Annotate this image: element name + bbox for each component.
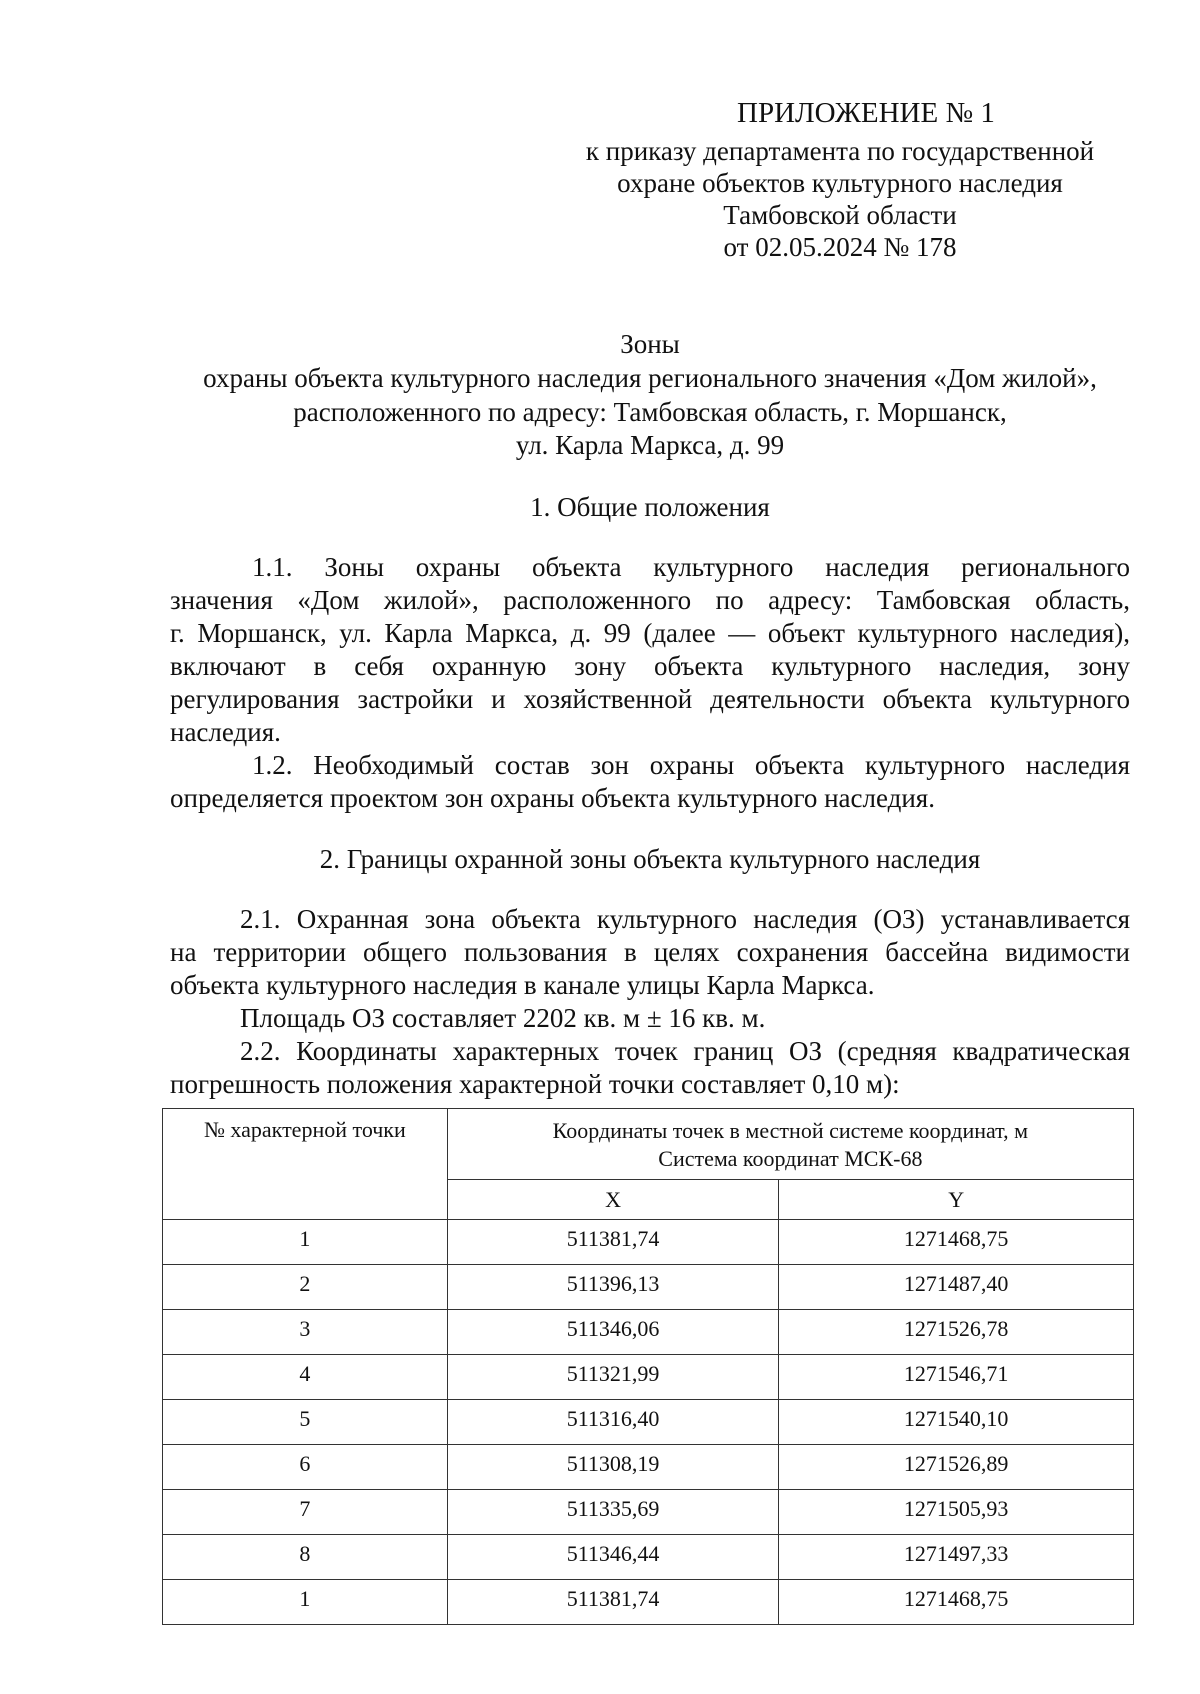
header-coordinate-system: Координаты точек в местной системе координат, м Система координат МСК-68 <box>447 1109 1133 1180</box>
coordinates-table <box>162 1108 1134 1625</box>
appendix-title: ПРИЛОЖЕНИЕ № 1 <box>737 97 995 129</box>
table-row: 5 511316,40 1271540,10 <box>163 1400 1134 1445</box>
table-row: 8 511346,44 1271497,33 <box>163 1535 1134 1580</box>
table-row: 6 511308,19 1271526,89 <box>163 1445 1134 1490</box>
table-row: 1 511381,74 1271468,75 <box>163 1580 1134 1625</box>
table-row: 4 511321,99 1271546,71 <box>163 1355 1134 1400</box>
header-point-number: № характерной точки <box>163 1109 448 1220</box>
header-x: X <box>447 1180 779 1220</box>
document-page: ПРИЛОЖЕНИЕ № 1 к приказу департамента по государственной охране объектов культурного наследия Тамбовской области от 02.05.2024 № 178 Зоны охраны объекта культурного наследия регионального значения «Дом жилой», расположенного по адресу: Тамбовская область, г. Моршанск, ул. Карла Маркса, д. 99 1. Общие положения 1.1. Зоны охраны объекта культурного наследия регионального значения «Дом жилой», расположенного по адресу: Тамбовская область, г. Моршанск, ул. Карла Маркса, д. 99 (далее — объект культурного наследия), включают в себя охранную зону объекта культурного наследия, зону регулирования застройки и хозяйственной деятельности объекта культурного наследия. 1.2. Необходимый состав зон охраны объекта культурного наследия определяется проектом зон охраны объекта культурного наследия. 2. Границы охранной зоны объекта культурного наследия 2.1. Охранная зона объекта культурного наследия (ОЗ) устанавливается на территории общего пользования в целях сохранения бассейна видимости объекта культурного наследия в канале улицы Карла Маркса. Площадь ОЗ составляет 2202 кв. м ± 16 кв. м. 2.2. Координаты характерных точек границ ОЗ (средняя квадратическая погрешность положения характерной точки составляет 0,10 м): № характерной точки Координаты точек в местной системе координат, м Система координат МСК-68 X Y 1 511381,74 1271468,75 2 511396,13 1271487,40 3 511346,06 1271526,78 4 511321,99 1271546,71 5 511316,40 1271540,10 6 511308,19 1271526,89 7 511335,69 1271505,93 8 511346,44 1271497,33 1 511381,74 1271468,75 <box>0 0 1200 1694</box>
zone-area: Площадь ОЗ составляет 2202 кв. м ± 16 кв. м. <box>240 1003 766 1033</box>
table-row: 1 511381,74 1271468,75 <box>163 1220 1134 1265</box>
table-row: 7 511335,69 1271505,93 <box>163 1490 1134 1535</box>
table-row: 3 511346,06 1271526,78 <box>163 1310 1134 1355</box>
table-row: 2 511396,13 1271487,40 <box>163 1265 1134 1310</box>
order-reference: к приказу департамента по государственной охране объектов культурного наследия Тамбовской области от 02.05.2024 № 178 <box>585 136 1095 262</box>
header-y: Y <box>779 1180 1134 1220</box>
section-2-heading: 2. Границы охранной зоны объекта культурного наследия <box>319 844 981 874</box>
section-1-heading: 1. Общие положения <box>530 492 770 522</box>
